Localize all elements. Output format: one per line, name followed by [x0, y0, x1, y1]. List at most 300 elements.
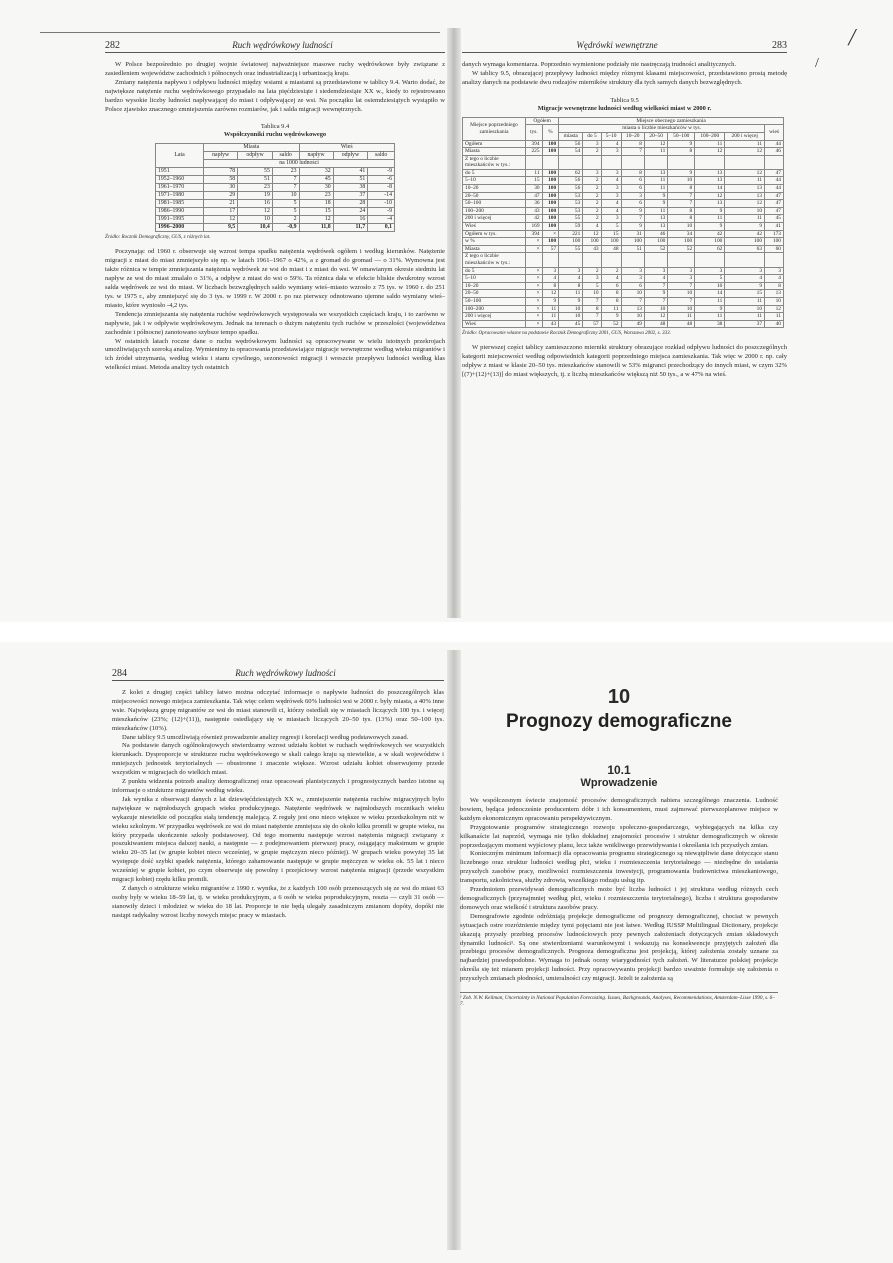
table-cell: 47 [765, 200, 784, 208]
table-row [156, 224, 395, 232]
table-cell: 11 [542, 305, 559, 313]
table-cell [695, 155, 725, 169]
paragraph: W tablicy 9.5, obrazującej przepływy ludności między różnymi klasami miejscowości, przedstawiono prostą metodę analizy danych na podstawie dwu rodzajów mierników struktury dla tych samych danych bezwzględnych. [462, 69, 787, 86]
table-9-5 [462, 117, 784, 329]
table-cell: 11 [725, 177, 765, 185]
table-cell: 1996–2000 [156, 224, 204, 232]
table-row [463, 230, 784, 238]
table-cell: 5–10 [463, 177, 526, 185]
running-head [462, 40, 787, 53]
table-cell: 10 [583, 290, 601, 298]
table-cell: -0,9 [272, 224, 299, 232]
table-cell: 36 [526, 200, 543, 208]
table-cell: 7 [272, 176, 299, 184]
section-number: 10.1 [607, 763, 631, 777]
table-cell: w % [463, 238, 526, 246]
paragraph: Z punktu widzenia potrzeb analizy demograficznej oraz opracowań planistycznych i prognostycznych bardzo istotne są informacje o strukturze migrantów według wieku. [112, 778, 444, 794]
table-cell [542, 253, 559, 267]
table-cell: 52 [668, 245, 695, 253]
table-cell: 12 [644, 313, 667, 321]
table-cell: 15 [601, 230, 621, 238]
table-cell: 100 [621, 238, 644, 246]
book-spine-top [447, 28, 461, 618]
table-row [463, 305, 784, 313]
table-cell: 21 [204, 200, 238, 208]
table-cell: × [526, 275, 543, 283]
table-cell: 18 [299, 200, 333, 208]
col-header: 10–20 [621, 132, 644, 140]
table-cell: -9 [368, 208, 395, 216]
table-cell: 3 [695, 267, 725, 275]
table-cell: 7 [621, 297, 644, 305]
table-cell: Wieś [463, 320, 526, 328]
table-cell [668, 155, 695, 169]
table-cell: 221 [559, 230, 583, 238]
table-cell: 12 [238, 208, 273, 216]
table-cell: 13 [621, 305, 644, 313]
table-cell: 10 [668, 177, 695, 185]
table-cell: 28 [333, 200, 368, 208]
table-cell: 9 [644, 200, 667, 208]
table-cell: 14 [695, 290, 725, 298]
table-cell: 10 [668, 290, 695, 298]
table-cell: 10 [695, 282, 725, 290]
table-cell: 100 [542, 140, 559, 148]
table-row [463, 245, 784, 253]
table-cell: 8 [601, 290, 621, 298]
table-cell: 1951 [156, 168, 204, 176]
paragraph: Z danych o strukturze wieku migrantów z 1990 r. wynika, że z każdych 100 osób przenoszących się ze wsi do miast 63 osoby były w wieku 18–59 lat, tj. w wieku produkcyjnym, a 6 osób w wieku poprodukcyjnym, reszta — czyli 31 osób — stanowiły dzieci i młodzież w wieku do 18 lat. Proporcje te nie będą ulegały zasadniczym zmianom dopóty, dopóki nie nastąpi radykalny wzrost liczby nowych miejsc pracy w miastach. [112, 884, 444, 919]
table-cell: 37 [725, 320, 765, 328]
running-head-title: Wędrówki wewnętrzne [576, 40, 658, 50]
table-row [156, 200, 395, 208]
table-cell: 29 [204, 192, 238, 200]
table-cell: 9 [644, 192, 667, 200]
table-cell: 15 [725, 290, 765, 298]
table-cell: 6 [621, 185, 644, 193]
table-cell: 11 [644, 177, 667, 185]
table-cell: 8 [559, 282, 583, 290]
table-cell: 2 [583, 177, 601, 185]
table-cell: 45 [765, 215, 784, 223]
table-cell: 40 [765, 320, 784, 328]
table-cell: 10,4 [238, 224, 273, 232]
col-header: Miejsce poprzedniego zamieszkania [463, 117, 526, 140]
table-cell: 30 [299, 184, 333, 192]
table-row [463, 275, 784, 283]
col-header: wieś [765, 125, 784, 140]
table-row [463, 207, 784, 215]
table-cell: 11 [695, 215, 725, 223]
table-cell: 47 [765, 169, 784, 177]
table-cell: 12 [725, 169, 765, 177]
table-cell: 9 [621, 223, 644, 231]
table-row [463, 267, 784, 275]
table-cell: 4 [725, 275, 765, 283]
table-cell: 3 [559, 267, 583, 275]
table-cell [583, 155, 601, 169]
table-cell: 44 [765, 177, 784, 185]
unit-row: na 1000 ludności [204, 160, 395, 168]
table-row [463, 253, 784, 267]
table-cell: 8 [765, 282, 784, 290]
table-cell: 20–50 [463, 290, 526, 298]
table-cell: 11 [644, 185, 667, 193]
table-cell: 3 [583, 169, 601, 177]
table-row [463, 313, 784, 321]
table-cell: 38 [695, 320, 725, 328]
table-cell: 42 [725, 230, 765, 238]
table-cell: 7 [583, 313, 601, 321]
table-cell: 38 [333, 184, 368, 192]
table-cell: 56 [559, 177, 583, 185]
table-cell: 34 [668, 230, 695, 238]
table-cell: 57 [583, 320, 601, 328]
page-285 [460, 668, 778, 1228]
table-cell: do 5 [463, 267, 526, 275]
table-cell: 100 [695, 238, 725, 246]
table-cell: 51 [621, 245, 644, 253]
table-cell [644, 253, 667, 267]
table-row [463, 177, 784, 185]
table-cell: 11 [765, 313, 784, 321]
table-row [463, 320, 784, 328]
table-caption [462, 97, 787, 113]
page-number: 282 [105, 40, 120, 51]
table-row [156, 176, 395, 184]
table-cell: 100 [542, 215, 559, 223]
table-cell: 4 [765, 275, 784, 283]
table-cell: 100 [542, 185, 559, 193]
table-cell [526, 253, 543, 267]
table-cell: 10 [765, 297, 784, 305]
book-spine-bottom [447, 650, 461, 1250]
table-cell: 12 [695, 192, 725, 200]
table-cell: 42 [695, 230, 725, 238]
table-cell: 51 [333, 176, 368, 184]
table-cell: Z tego o liczbie mieszkańców w tys.: [463, 155, 526, 169]
table-source: Źródło: Opracowanie własne na podstawie Rocznik Demograficzny 2001, GUS, Warszawa 2002, s. 333. [462, 331, 671, 337]
table-9-4 [155, 143, 395, 232]
table-cell: 47 [765, 192, 784, 200]
table-cell: 11 [559, 290, 583, 298]
table-cell: 24 [333, 208, 368, 216]
paragraph: Konieczným minimum informacji dla opracowania programu strategicznego są niewątpliwie dane dotyczące stanu liczebnego oraz struktur ludności według płci, wieku i rozmieszczenia terytorialnego — niezbędne do ustalania przyszłych zasobów pracy, możliwości rozmieszczenia inwestycji, programowania budownictwa mieszkaniowego, transportu, szkolnictwa, służby zdrowia, wszelkiego rodzaju usług itp. [460, 850, 778, 885]
table-cell: 5 [601, 223, 621, 231]
table-row [463, 140, 784, 148]
table-cell: Ogółem w tys. [463, 230, 526, 238]
table-cell: 7 [644, 297, 667, 305]
table-cell: 7 [668, 192, 695, 200]
table-cell: 8 [668, 185, 695, 193]
table-cell: 47 [526, 192, 543, 200]
table-cell: × [526, 305, 543, 313]
table-cell: 4 [583, 223, 601, 231]
table-row [156, 216, 395, 224]
col-header: napływ [204, 152, 238, 160]
table-cell [765, 253, 784, 267]
table-cell: 1991–1995 [156, 216, 204, 224]
table-cell: 7 [272, 184, 299, 192]
table-cell: 13 [644, 223, 667, 231]
table-cell: 100 [542, 200, 559, 208]
table-cell: 0,1 [368, 224, 395, 232]
table-cell: 53 [559, 192, 583, 200]
table-cell: 13 [765, 290, 784, 298]
table-cell: 5 [695, 275, 725, 283]
table-cell: 2 [601, 267, 621, 275]
table-cell: 2 [272, 216, 299, 224]
table-cell: × [542, 230, 559, 238]
table-cell: 6 [621, 177, 644, 185]
table-cell: 10 [725, 305, 765, 313]
table-cell: 11 [695, 297, 725, 305]
table-cell: 16 [333, 216, 368, 224]
table-cell: 55 [559, 245, 583, 253]
paragraph: W Polsce bezpośrednio po drugiej wojnie światowej najważniejsze masowe ruchy wędrówkowe były związane z zasiedleniem województw zachodnich i północnych oraz industrializacją i urbanizacją kraju. [105, 61, 445, 77]
table-cell: 63 [725, 245, 765, 253]
table-cell: 11 [644, 148, 667, 156]
table-cell: 45 [559, 320, 583, 328]
table-cell: 43 [526, 207, 543, 215]
page-number: 283 [772, 40, 787, 51]
table-row [463, 185, 784, 193]
table-cell: 60 [765, 245, 784, 253]
table-caption [105, 123, 445, 139]
table-cell: 10 [621, 290, 644, 298]
table-row [463, 200, 784, 208]
table-cell: 16 [238, 200, 273, 208]
table-cell: 48 [644, 320, 667, 328]
table-cell: 4 [644, 275, 667, 283]
table-row [463, 148, 784, 156]
table-cell: Z tego o liczbie mieszkańców w tys.: [463, 253, 526, 267]
table-cell: 78 [204, 168, 238, 176]
table-cell [601, 155, 621, 169]
table-cell: × [526, 238, 543, 246]
table-cell [725, 155, 765, 169]
table-cell: 11 [668, 313, 695, 321]
table-cell: 3 [765, 267, 784, 275]
table-cell: 100 [542, 169, 559, 177]
table-cell [583, 253, 601, 267]
table-cell: 56 [559, 140, 583, 148]
table-cell: 2 [583, 148, 601, 156]
table-source: Źródło: Rocznik Demograficzny, GUS, z różnych lat. [105, 235, 211, 241]
scan-top-rule [40, 32, 440, 33]
running-head-title: Ruch wędrówkowy ludności [235, 668, 336, 678]
table-cell: × [526, 282, 543, 290]
table-cell: 47 [765, 207, 784, 215]
table-cell: 52 [601, 320, 621, 328]
table-row [463, 238, 784, 246]
table-cell: 12 [204, 216, 238, 224]
scan-gap [0, 622, 893, 642]
table-cell: 11 [601, 305, 621, 313]
table-cell: 43 [583, 245, 601, 253]
table-cell: 100 [542, 238, 559, 246]
table-cell: 48 [601, 245, 621, 253]
table-cell: Miasta [463, 148, 526, 156]
table-cell: 57 [542, 245, 559, 253]
table-cell [765, 155, 784, 169]
table-cell [601, 253, 621, 267]
paragraph: Tendencja zmniejszania się natężenia ruchów wędrówkowych występowała we wszystkich częściach kraju, i to zarówno w napływie, jak i w odpływie wędrówkowym. Jednak na terenach o dużym natężeniu tych ruchów w przeszłości (województwa zachodnie i północne) zanotowano szybsze tempo spadku. [105, 310, 445, 336]
table-cell: 2 [583, 200, 601, 208]
table-cell: 15 [299, 208, 333, 216]
table-cell: 9 [695, 305, 725, 313]
table-cell: 100 [583, 238, 601, 246]
table-cell: 12 [583, 230, 601, 238]
table-cell: 11 [695, 140, 725, 148]
table-cell: 10 [238, 216, 273, 224]
col-group-header: Miasta [204, 144, 299, 152]
paragraph: Dane tablicy 9.5 umożliwiają również prowadzenie analizy regresji i korelacji według podstawowych zasad. [122, 733, 409, 741]
table-cell: -14 [368, 192, 395, 200]
table-cell: 37 [333, 192, 368, 200]
page-283 [462, 40, 787, 600]
table-cell: 9 [725, 282, 765, 290]
table-row [156, 208, 395, 216]
table-cell: 23 [272, 168, 299, 176]
page-284 [112, 668, 444, 1108]
pencil-mark-2: / [815, 56, 819, 71]
table-cell: 3 [542, 267, 559, 275]
table-cell: 1981–1985 [156, 200, 204, 208]
table-cell: 12 [695, 148, 725, 156]
table-cell: 12 [299, 216, 333, 224]
paragraph: Jak wynika z obserwacji danych z lat dziewięćdziesiątych XX w., zmniejszenie natężenia ruchów migracyjnych było największe w najmłodszych grupach wieku produkcyjnego. Natężenie wędrówek w najmłodszych rocznikach wieku wykazuje niewielkie od początku stałą tendencję malejącą. Z reguły jest ono nieco większe w wieku przedszkolnym niż w wieku szkolnym. W przypadku wędrówek ze wsi do miast natężenie zmniejsza się do około kilku promili w grupie wieku, na który przypada ukończenie szkoły podstawowej. Od tego momentu następuje wzrost natężenia migracji związany z poszukiwaniem miejsca dalszej nauki, a następnie — z podejmowaniem pierwszej pracy, osiągający maksimum w grupie wieku 20–35 lat (w grupie kobiet nieco wcześniej, w grupie mężczyzn nieco później). W grupach wieku powyżej 35 lat występuje dość szybki spadek natężenia, którego zahamowanie następuje w grupie mężczyzn w wieku ok. 55 lat i nieco wcześniej w grupie kobiet, po czym obserwuje się powolny i przejściowy wzrost natężenia migracji (przede wszystkim migracji kobiet) rzędu kilku promili. [112, 795, 444, 884]
paragraph: Zmiany natężenia napływu i odpływu ludności między wsiami a miastami są przedstawione w tablicy 9.4. Warto dodać, że największe natężenie ruchu wędrówkowego przypadało na lata pięćdziesiąte i siedemdziesiąte XX w., kiedy to rejestrowano bardzo wysokie liczby ludności napływającej do miast i odpływającej ze wsi. Na początku lat osiemdziesiątych wystąpiło w Polsce zjawisko znacznego zmniejszenia zarówno rozmiarów, jak i salda migracji wewnętrznych. [105, 78, 445, 113]
table-cell: 59 [559, 223, 583, 231]
table-cell: 9 [542, 297, 559, 305]
table-cell: 7 [668, 297, 695, 305]
table-row [156, 168, 395, 176]
table-cell: 3 [583, 140, 601, 148]
table-cell: 11 [695, 313, 725, 321]
table-cell: × [526, 320, 543, 328]
table-cell [644, 155, 667, 169]
table-cell: 6 [601, 282, 621, 290]
table-cell: 50–100 [463, 297, 526, 305]
table-cell: -9 [368, 168, 395, 176]
running-head-title: Ruch wędrówkowy ludności [232, 40, 333, 50]
table-cell: 3 [601, 215, 621, 223]
table-cell: 23 [299, 192, 333, 200]
col-header: miasta [559, 132, 583, 140]
table-cell: -10 [368, 200, 395, 208]
table-cell: 9 [621, 207, 644, 215]
paragraph: W pierwszej części tablicy zamieszczono mierniki struktury obrazujące rozkład odpływu ludności do poszczególnych kategorii miejscowości według odpowiednich kategorii poprzedniego miejsca zamieszkania. Tak więc w 2000 r. np. cały odpływ z miast w klasie 20–50 tys. mieszkańców stanowili w 53% migranci przechodzący do innych miast, w czym 32% [(7)+(12)+(13)] do miast większych, tj. z liczbą mieszkańców większą niż 50 tys., a w 47% na wieś. [462, 344, 787, 379]
table-cell: 100 [542, 148, 559, 156]
table-cell: 58 [204, 176, 238, 184]
table-cell: 8 [621, 140, 644, 148]
table-cell: 1952–1960 [156, 176, 204, 184]
table-cell: 10 [621, 313, 644, 321]
table-cell [668, 253, 695, 267]
table-cell: 8 [668, 207, 695, 215]
table-cell: 169 [526, 223, 543, 231]
table-cell: 56 [559, 185, 583, 193]
table-cell: 11 [725, 297, 765, 305]
table-cell: 12 [644, 140, 667, 148]
chapter-number: 10 [607, 686, 631, 708]
table-cell: 4 [601, 177, 621, 185]
chapter-title: Prognozy demograficzne [506, 711, 732, 732]
table-cell: 8 [583, 305, 601, 313]
table-cell: -6 [368, 176, 395, 184]
table-cell: 12 [725, 200, 765, 208]
col-header: 5–10 [601, 132, 621, 140]
table-row [463, 297, 784, 305]
paragraph: Demografowie zgodnie odróżniają projekcje demograficzne od prognozy demograficznej, chociaż w pewnych sytuacjach ostre rozróżnienie między tymi pojęciami nie jest łatwe. Według IUSSP Multilingual Dictionary, projekcje ukazują przyszły przebieg procesów ludnościowych przy pewnych założeniach dotyczących zmian składowych dynamiki ludności¹. Są one stwierdzeniami warunkowymi i wskazują na konsekwencje przyjętych założeń dla przebiegu procesów demograficznych. Prognoza demograficzna jest projekcją, której założenia zostały uznane za najbardziej prawdopodobne. Wymaga to jednak oceny wiarygodności tych założeń. W literaturze polskiej projekcje określa się też mianem projekcji ludności. Przy opracowywaniu projekcji bardzo uważnie formułuje się założenia o przyszłych zmianach płodności, umieralności czy migracji. Jeżeli te założenia są [460, 912, 778, 983]
table-cell [542, 155, 559, 169]
table-row [463, 215, 784, 223]
table-cell: 13 [695, 200, 725, 208]
table-cell: 9 [601, 313, 621, 321]
table-cell: 54 [559, 148, 583, 156]
table-cell: 3 [725, 267, 765, 275]
table-cell: 100 [542, 207, 559, 215]
table-cell: 3 [601, 148, 621, 156]
footnote: ¹ Zob. N.W. Keilman, Uncertainty in National Population Forecasting. Issues, Backgrounds, Analyses, Recommendations, Amsterdam–Lisse 1990, s. 6–7. [460, 992, 778, 1007]
col-header: 20–50 [644, 132, 667, 140]
table-cell: 3 [583, 275, 601, 283]
paragraph: W ostatnich latach roczne dane o ruchu wędrówkowym ludności są opracowywane w wielu istotnych przekrojach umożliwiających szeroką analizę. Wymienimy tu opracowania przedstawiające migracje wewnętrzne według wieku migrantów i ich źródeł utrzymania, według wieku i stanu cywilnego, sezonowości migracji i wreszcie przepływu ludności według klas wielkości miast. Metoda analizy tych ostatnich [105, 337, 445, 372]
table-cell: 3 [668, 275, 695, 283]
table-cell: 3 [621, 275, 644, 283]
table-cell: 9 [695, 207, 725, 215]
table-cell: 49 [621, 320, 644, 328]
paragraph: Na podstawie danych ogólnokrajowych stwierdzamy wzrost udziału kobiet w ruchach wędrówkowych we wszystkich kierunkach. Dysproporcje w strukturze ruchu wędrówkowego w skali całego kraju są niewielkie, a w skali województw i mniejszych jednostek terytorialnych — obustronne i znacznie większe. Wzrost udziału kobiet obserwujemy przede wszystkim w migracjach do wielkich miast. [112, 742, 444, 777]
table-cell: 13 [695, 169, 725, 177]
col-header: saldo [272, 152, 299, 160]
table-cell: × [526, 290, 543, 298]
table-cell: 13 [725, 185, 765, 193]
table-cell: 100 [559, 238, 583, 246]
col-header: % [542, 125, 559, 140]
table-cell [725, 253, 765, 267]
table-cell: 31 [621, 230, 644, 238]
table-cell: 51 [238, 176, 273, 184]
table-cell: 11 [725, 215, 765, 223]
table-cell: 6 [621, 282, 644, 290]
table-cell: 23 [238, 184, 273, 192]
table-cell: 12 [542, 290, 559, 298]
table-cell: 48 [668, 320, 695, 328]
table-cell: 100 [725, 238, 765, 246]
table-cell: 4 [601, 200, 621, 208]
col-header: Lata [156, 144, 204, 168]
table-cell: 7 [621, 148, 644, 156]
table-cell: 62 [695, 245, 725, 253]
paragraph: Z kolei z drugiej części tablicy łatwo można odczytać informacje o napływie ludności do poszczególnych klas miejscowości nowego miejsca zamieszkania. Tak więc celem wędrówek 60% ludności wsi w 2000 r. były miasta, a 40% inne wsie. Największą grupę migrantów ze wsi do miast stanowili ci, którzy osiedlali się w miastach liczących 100 tys. i więcej mieszkańców (23%; (12)+(11)), następnie osiedlający się w miastach liczących 20–50 tys. (13%) oraz 50–100 tys. mieszkańców (10%). [112, 689, 444, 732]
table-row [463, 282, 784, 290]
table-number: Tablica 9.4 [260, 123, 290, 131]
col-group-header: Wieś [299, 144, 394, 152]
table-cell: 2 [583, 267, 601, 275]
table-cell: × [526, 245, 543, 253]
table-cell: 13 [725, 192, 765, 200]
table-cell: 5–10 [463, 275, 526, 283]
table-cell: 12 [725, 148, 765, 156]
table-cell: 3 [601, 192, 621, 200]
col-header: Ogółem [526, 117, 559, 125]
table-cell: 4 [601, 275, 621, 283]
table-cell: 41 [333, 168, 368, 176]
table-cell: 11 [644, 207, 667, 215]
table-cell: 8 [668, 215, 695, 223]
